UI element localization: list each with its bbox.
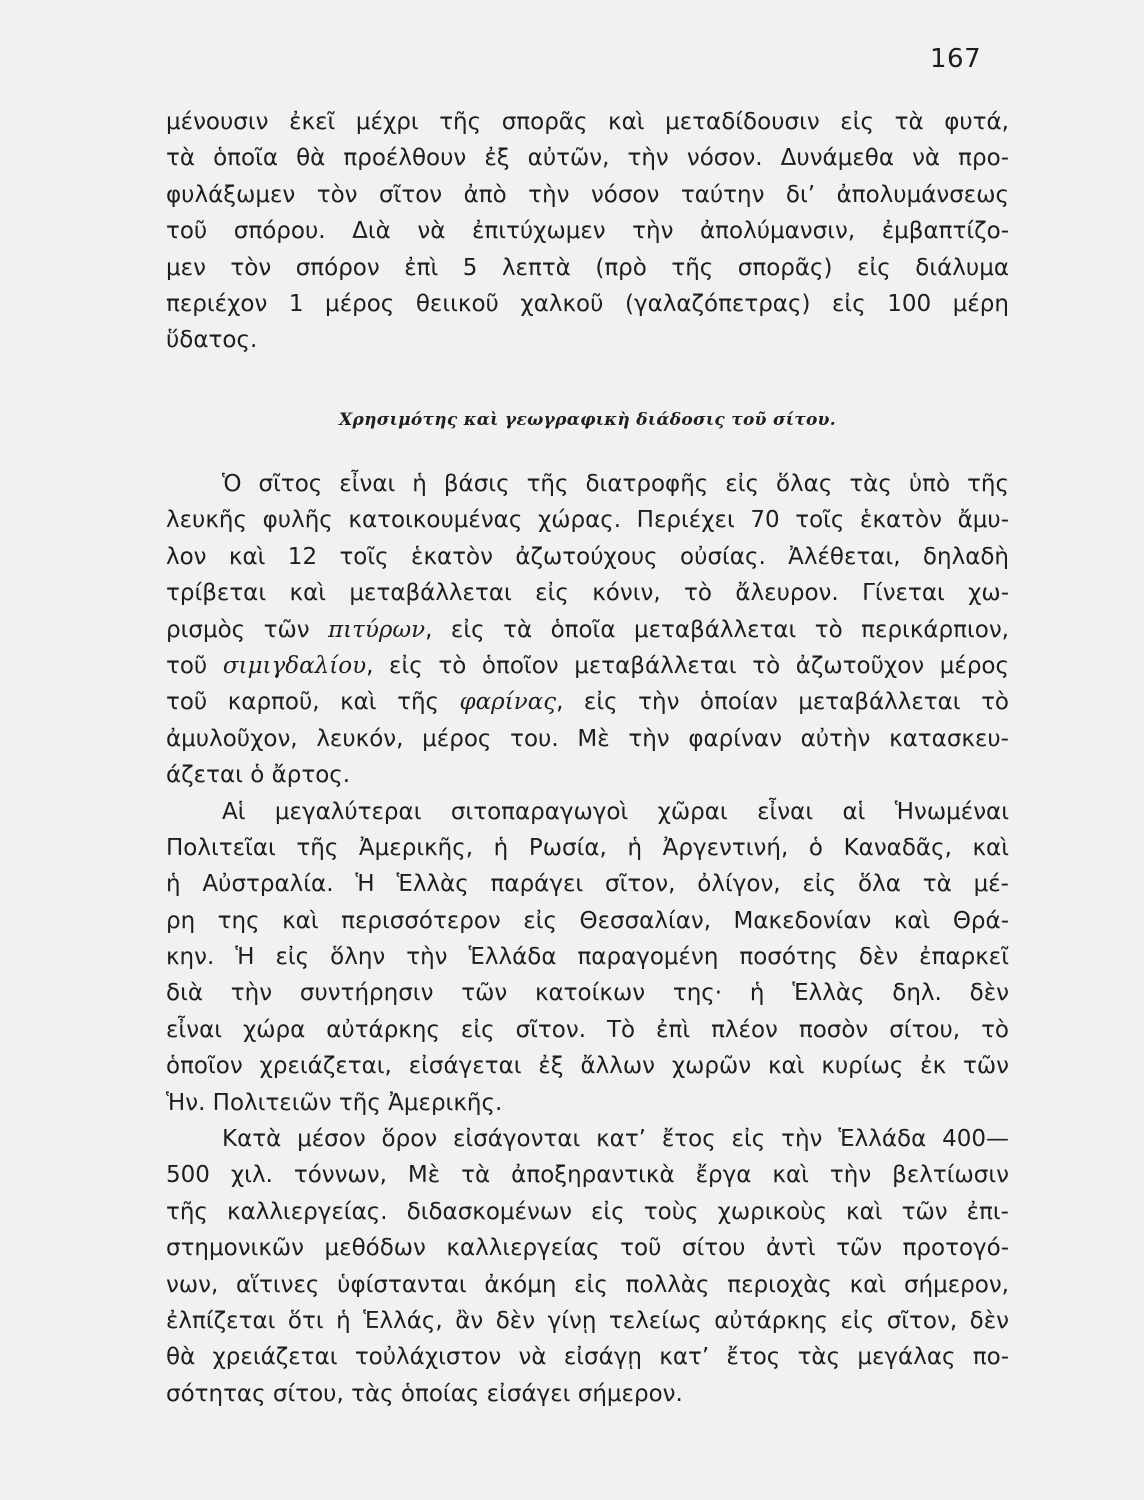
text-line: στημονικῶν μεθόδων καλλιεργείας τοῦ σίτου ἀντὶ τῶν προτογό- xyxy=(166,1235,1009,1262)
text-line: περιέχον 1 μέρος θειικοῦ χαλκοῦ (γαλαζόπετρας) εἰς 100 μέρη xyxy=(166,290,1009,317)
text-line: σότητας σίτου, τὰς ὁποίας εἰσάγει σήμερον. xyxy=(166,1380,683,1407)
text-line: ρη της καὶ περισσότερον εἰς Θεσσαλίαν, Μακεδονίαν καὶ Θρά- xyxy=(166,907,1009,934)
text-line: εἶναι χώρα αὐτάρκης εἰς σῖτον. Τὸ ἐπὶ πλέον ποσὸν σίτου, τὸ xyxy=(166,1016,1009,1043)
line-text: ρισμὸς τῶν xyxy=(166,616,329,643)
text-line: τοῦ σπόρου. Διὰ νὰ ἐπιτύχωμεν τὴν ἀπολύμανσιν, ἐμβαπτίζο- xyxy=(166,218,1009,245)
line-text: , εἰς τὰ ὁποῖα μεταβάλλεται τὸ περικάρπιον, xyxy=(425,616,1009,643)
text-line: τρίβεται καὶ μεταβάλλεται εἰς κόνιν, τὸ ἄλευρον. Γίνεται χω- xyxy=(166,580,1009,607)
line-text: , εἰς τὴν ὁποίαν μεταβάλλεται τὸ xyxy=(556,689,1009,716)
text-line: μένουσιν ἐκεῖ μέχρι τῆς σπορᾶς καὶ μεταδίδουσιν εἰς τὰ φυτά, xyxy=(166,109,1009,135)
text-line: Αἱ μεγαλύτεραι σιτοπαραγωγοὶ χῶραι εἶναι αἱ Ἡνωμέναι xyxy=(222,798,1009,825)
text-line: κην. Ἡ εἰς ὅλην τὴν Ἑλλάδα παραγομένη ποσότης δὲν ἐπαρκεῖ xyxy=(166,944,1009,971)
text-line: Πολιτεῖαι τῆς Ἀμερικῆς, ἡ Ρωσία, ἡ Ἀργεντινή, ὁ Καναδᾶς, καὶ xyxy=(166,834,1009,861)
text-line xyxy=(166,648,1009,684)
text-line: ὕδατος. xyxy=(166,327,258,354)
text-line: διὰ τὴν συντήρησιν τῶν κατοίκων της· ἡ Ἑλλὰς δηλ. δὲν xyxy=(166,980,1009,1007)
line-text: , εἰς τὸ ὁποῖον μεταβάλλεται τὸ ἀζωτοῦχον μέρος xyxy=(366,652,1009,679)
text-line: φυλάξωμεν τὸν σῖτον ἀπὸ τὴν νόσον ταύτην δι’ ἀπολυμάνσεως xyxy=(166,181,1009,208)
paragraph-seed-disinfection xyxy=(166,104,1009,359)
term-flour: φαρίνας xyxy=(459,689,557,716)
text-line: Ὁ σῖτος εἶναι ἡ βάσις τῆς διατροφῆς εἰς ὅλας τὰς ὑπὸ τῆς xyxy=(222,471,1009,497)
text-line: μεν τὸν σπόρον ἐπὶ 5 λεπτὰ (πρὸ τῆς σπορᾶς) εἰς διάλυμα xyxy=(166,254,1009,281)
text-line: τὰ ὁποῖα θὰ προέλθουν ἐξ αὐτῶν, τὴν νόσον. Δυνάμεθα νὰ προ- xyxy=(166,145,1009,172)
text-line: 500 χιλ. τόννων, Μὲ τὰ ἀποξηραντικὰ ἔργα καὶ τὴν βελτίωσιν xyxy=(166,1162,1009,1189)
text-line: νων, αἵτινες ὑφίστανται ἀκόμη εἰς πολλὰς περιοχὰς καὶ σήμερον, xyxy=(166,1271,1009,1298)
body-text xyxy=(166,466,1009,1412)
text-line: άζεται ὁ ἄρτος. xyxy=(166,762,351,789)
text-line: λευκῆς φυλῆς κατοικουμένας χώρας. Περιέχει 70 τοῖς ἑκατὸν ἄμυ- xyxy=(166,507,1009,534)
text-line: ἀμυλοῦχον, λευκόν, μέρος του. Μὲ τὴν φαρίναν αὐτὴν κατασκευ- xyxy=(166,725,1009,752)
text-line: θὰ χρειάζεται τοὐλάχιστον νὰ εἰσάγῃ κατ’ ἔτος τὰς μεγάλας πο- xyxy=(166,1344,1009,1371)
text-line: τῆς καλλιεργείας. διδασκομένων εἰς τοὺς χωρικοὺς καὶ τῶν ἐπι- xyxy=(166,1198,1009,1225)
text-line xyxy=(166,612,1009,648)
text-line: λον καὶ 12 τοῖς ἑκατὸν ἀζωτούχους οὐσίας. Ἀλέθεται, δηλαδὴ xyxy=(166,543,1009,570)
line-text: τοῦ καρποῦ, καὶ τῆς xyxy=(166,689,460,716)
text-line: ἐλπίζεται ὅτι ἡ Ἑλλάς, ἂν δὲν γίνῃ τελείως αὐτάρκης εἰς σῖτον, δὲν xyxy=(166,1307,1009,1334)
section-heading: Χρησιμότης καὶ γεωγραφικὴ διάδοσις τοῦ σίτου. xyxy=(338,410,836,430)
text-line xyxy=(166,684,1009,720)
text-line: Ἡν. Πολιτειῶν τῆς Ἀμερικῆς. xyxy=(166,1089,503,1116)
text-line: ὁποῖον χρειάζεται, εἰσάγεται ἐξ ἄλλων χωρῶν καὶ κυρίως ἐκ τῶν xyxy=(166,1053,1009,1080)
text-line: Κατὰ μέσον ὅρον εἰσάγονται κατ’ ἔτος εἰς τὴν Ἑλλάδα 400— xyxy=(222,1126,1009,1153)
text-line: ἡ Αὐστραλία. Ἡ Ἑλλὰς παράγει σῖτον, ὀλίγον, εἰς ὅλα τὰ μέ- xyxy=(166,871,1009,898)
term-semolina: σιμιγδαλίου xyxy=(222,652,367,679)
term-bran: πιτύρων xyxy=(328,616,426,643)
page-number: 167 xyxy=(930,44,982,74)
line-text: τοῦ xyxy=(166,652,223,679)
